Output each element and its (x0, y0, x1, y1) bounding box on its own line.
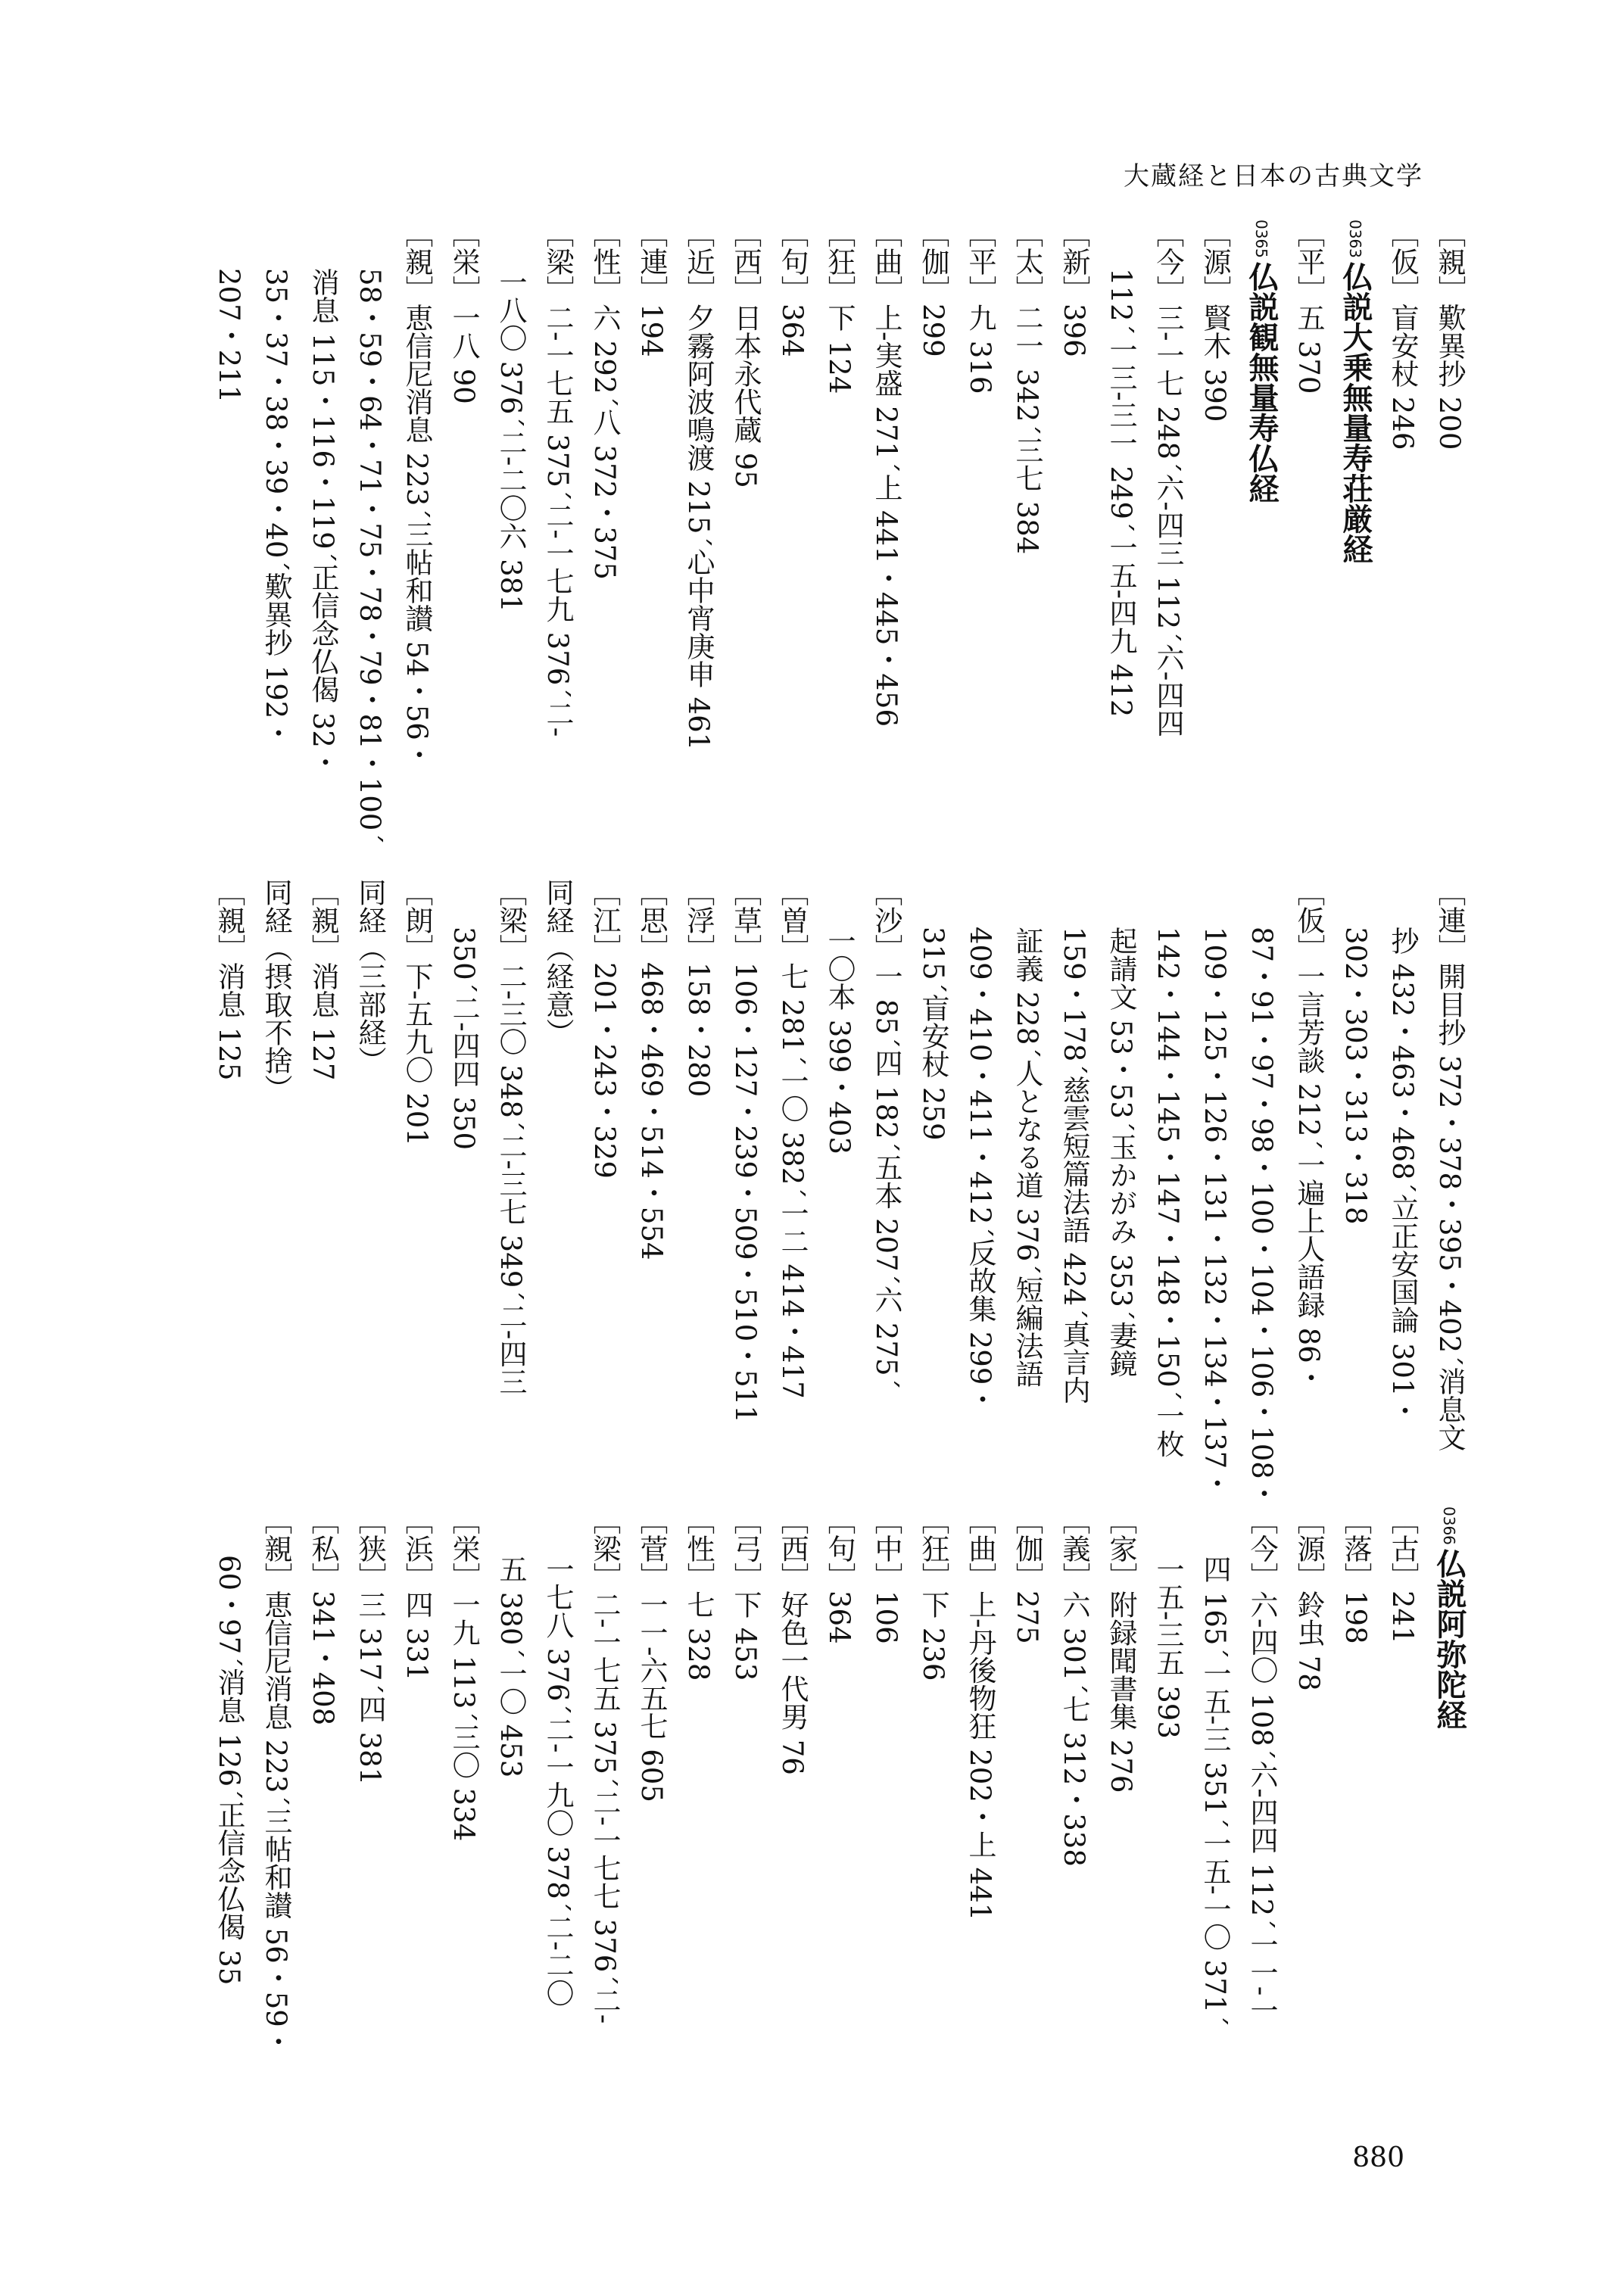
index-entry (628, 878, 675, 1453)
entry-text: ［源］鈴虫 78 (1292, 1506, 1325, 1691)
index-entry (581, 1506, 628, 2089)
index-entry (1426, 878, 1473, 1453)
index-entry (1050, 878, 1097, 1453)
index-entry (440, 878, 487, 1453)
entry-text: ［弓］下 453 (729, 1506, 762, 1681)
index-entry (862, 878, 909, 1453)
entry-text: ［曽］七 281´一〇 382´一二 414・417 (776, 878, 809, 1399)
index-band-2 (155, 878, 1473, 1507)
index-entry (299, 1506, 346, 2089)
entry-text: ［近］夕霧阿波鳴渡 215´心中宵庚申 461 (682, 220, 715, 751)
index-entry (1332, 878, 1379, 1453)
entry-text: 一七八 376´二-一九〇 378´二-二〇 (541, 1555, 574, 2007)
entry-text: ［曲］上-実盛 271´上 441・445・456 (870, 220, 902, 727)
index-entry (487, 878, 534, 1453)
index-entry (1285, 878, 1332, 1453)
entry-text: ［性］六 292´八 372・375 (588, 220, 621, 580)
index-band-3 (155, 1506, 1473, 2089)
index-entry (1097, 1506, 1144, 2089)
entry-text: ［梁］二-三〇 348´二-三七 349´二-四三 (494, 878, 527, 1396)
entry-text: ［曲］上-丹後物狂 202・上 441 (964, 1506, 996, 1921)
entry-text: ［親］恵信尼消息 223´三帖和讃 54・56・ (401, 220, 433, 768)
index-entry (628, 1506, 675, 2089)
entry-text: ［義］六 301´七 312・338 (1058, 1506, 1090, 1867)
index-entry (1191, 1506, 1238, 2089)
index-entry (252, 878, 299, 1453)
entry-text: ［新］396 (1058, 220, 1090, 357)
entry-text: 同経（摂取不捨） (260, 878, 292, 1102)
entry-text: ［落］198 (1339, 1506, 1372, 1644)
index-entry (956, 1506, 1003, 2089)
entry-text: 207・211 (213, 268, 245, 403)
entry-text: ［菅］一一-六五七 605 (635, 1506, 668, 1802)
entry-text: 315´盲安杖 259 (917, 927, 949, 1141)
index-entry (393, 1506, 440, 2089)
index-entry (346, 1506, 393, 2089)
entry-text: ［中］106 (870, 1506, 902, 1644)
entry-text: 消息 115・116・119´正信念仏偈 32・ (307, 268, 339, 776)
entry-text: ［栄］一八 90 (447, 220, 480, 404)
index-entry (346, 878, 393, 1453)
index-entry (1050, 1506, 1097, 2089)
entry-text: 60・97´消息 126´正信念仏偈 35 (213, 1555, 245, 1986)
sutra-code: 0363 (1346, 220, 1364, 258)
index-entry (722, 878, 768, 1453)
entry-text: ［西］日本永代蔵 95 (729, 220, 762, 488)
entry-text: ［浜］四 331 (401, 1506, 433, 1681)
entry-text: ［朗］下-五九〇 201 (401, 878, 433, 1146)
entry-text: 87・91・97・98・100・104・106・108・ (1245, 927, 1278, 1507)
entry-text: 一八〇 376´二-二〇六 381 (494, 268, 527, 612)
entry-text: 一五-三五 393 (1152, 1555, 1184, 1739)
entry-text: ［平］九 316 (964, 220, 996, 394)
index-entry (1332, 1506, 1379, 2089)
entry-text: ［古］241 (1386, 1506, 1419, 1644)
running-head: 大蔵経と日本の古典文学 (1124, 161, 1423, 192)
entry-text: 抄 432・463・468´立正安国論 301・ (1386, 927, 1419, 1425)
index-entry (956, 878, 1003, 1453)
index-entry (1285, 1506, 1332, 2089)
entry-text: ［狂］下 236 (917, 1506, 949, 1681)
index-entry (862, 1506, 909, 2089)
index-entry (1097, 878, 1144, 1453)
entry-text: ［私］341・408 (307, 1506, 339, 1726)
entry-text: ［連］194 (635, 220, 668, 357)
entry-text: ［梁］二-一七五 375´二-一七九 376´二- (541, 220, 574, 737)
entry-text: ［伽］275 (1011, 1506, 1043, 1644)
entry-text: ［連］開目抄 372・378・395・402´消息文 (1433, 878, 1466, 1451)
index-entry (675, 1506, 722, 2089)
entry-text: 証義 228´人となる道 376´短編法語 (1011, 927, 1043, 1388)
sutra-code: 0365 (1252, 220, 1270, 258)
index-entry (815, 878, 862, 1453)
entry-text: 35・37・38・39・40´歎異抄 192・ (260, 268, 292, 747)
entry-text: ［親］消息 127 (307, 878, 339, 1081)
entry-text: ［伽］299 (917, 220, 949, 357)
entry-text: ［源］賢木 390 (1199, 220, 1231, 422)
entry-text: 142・144・145・147・148・150´一枚 (1152, 927, 1184, 1458)
index-entry (1238, 878, 1285, 1507)
index-entry (815, 1506, 862, 2089)
entry-text: 一〇本 399・403 (823, 927, 856, 1155)
sutra-heading (1426, 1506, 1473, 2089)
entry-text: 109・125・126・131・132・134・137・ (1199, 927, 1231, 1497)
index-entry (299, 878, 346, 1453)
entry-text: ［江］201・243・329 (588, 878, 621, 1179)
entry-text: 同経（三部経） (354, 878, 386, 1074)
index-entry (1379, 1506, 1426, 2089)
index-entry (675, 878, 722, 1453)
index-entry (1191, 878, 1238, 1497)
entry-text: 起請文 53・53´玉かがみ 353´妻鏡 (1105, 927, 1137, 1378)
entry-text: ［西］好色一代男 76 (776, 1506, 809, 1775)
entry-text: ［性］七 328 (682, 1506, 715, 1681)
entry-text: 112´一三-三一 249´一五-四九 412 (1105, 268, 1137, 718)
index-entry (487, 1506, 534, 2089)
sutra-title: 仏説観無量寿仏経 (1244, 260, 1280, 503)
sutra-title: 仏説大乗無量寿荘厳経 (1338, 260, 1373, 564)
index-entry (1144, 878, 1191, 1458)
index-entry (534, 1506, 581, 2089)
index-entry (393, 878, 440, 1453)
entry-text: ［親］消息 125 (213, 878, 245, 1081)
index-entry (1238, 1506, 1285, 2089)
entry-text: ［平］五 370 (1292, 220, 1325, 394)
entry-text: ［仮］盲安杖 246 (1386, 220, 1419, 450)
entry-text: 同経（経意） (541, 878, 574, 1046)
entry-text: ［沙］一 85´四 182´五本 207´六 275´ (870, 878, 902, 1390)
entry-text: ［今］六-四〇 108´六-四四 112´一一-一 (1245, 1506, 1278, 2024)
entry-text: ［狂］下 124 (823, 220, 856, 394)
index-entry (1003, 878, 1050, 1453)
entry-text: ［太］二一 342´三七 384 (1011, 220, 1043, 555)
entry-text: 四 165´一五-三 351´一五-一〇 371´ (1199, 1555, 1231, 2027)
index-entry (1144, 1506, 1191, 2089)
entry-text: ［家］附録聞書集 276 (1105, 1506, 1137, 1793)
entry-text: ［仮］一言芳談 212´一遍上人語録 86・ (1292, 878, 1325, 1391)
entry-text: ［句］364 (823, 1506, 856, 1644)
index-entry (205, 1506, 252, 2089)
index-entry (1003, 1506, 1050, 2089)
index-entry (722, 1506, 768, 2089)
entry-text: ［親］歎異抄 200 (1433, 220, 1466, 450)
entry-text: 302・303・313・318 (1339, 927, 1372, 1225)
entry-text: ［狭］三 317´四 381 (354, 1506, 386, 1786)
entry-text: 58・59・64・71・75・78・79・81・100´ (354, 268, 386, 845)
index-entry (252, 1506, 299, 2089)
index-entry (581, 878, 628, 1453)
entry-text: ［梁］二-一七五 375´二-一七七 376´二- (588, 1506, 621, 2024)
sutra-code: 0366 (1440, 1506, 1458, 1545)
entry-text: 五 380´一〇 453 (494, 1555, 527, 1778)
index-entry (909, 878, 956, 1453)
entry-text: 409・410・411・412´反故集 299・ (964, 927, 996, 1413)
entry-text: 350´二-四四 350 (447, 927, 480, 1151)
index-entry (1379, 878, 1426, 1453)
index-entry (768, 878, 815, 1453)
entry-text: ［親］恵信尼消息 223´三帖和讃 56・59・ (260, 1506, 292, 2055)
index-entry (440, 1506, 487, 2089)
index-entry (768, 1506, 815, 2089)
entry-text: ［思］468・469・514・554 (635, 878, 668, 1260)
entry-text: ［今］三-一七 248´六-四三 112´六-四四 (1152, 220, 1184, 737)
entry-text: ［句］364 (776, 220, 809, 357)
index-entry (909, 1506, 956, 2089)
index-entry (205, 878, 252, 1453)
entry-text: ［浮］158・280 (682, 878, 715, 1098)
index-entry (534, 878, 581, 1453)
entry-text: ［栄］一九 113´三〇 334 (447, 1506, 480, 1842)
entry-text: 159・178´慈雲短篇法語 424´真言内 (1058, 927, 1090, 1404)
entry-text: ［草］106・127・239・509・510・511 (729, 878, 762, 1423)
page-number: 880 (1352, 2142, 1404, 2173)
sutra-title: 仏説阿弥陀経 (1432, 1547, 1467, 1730)
